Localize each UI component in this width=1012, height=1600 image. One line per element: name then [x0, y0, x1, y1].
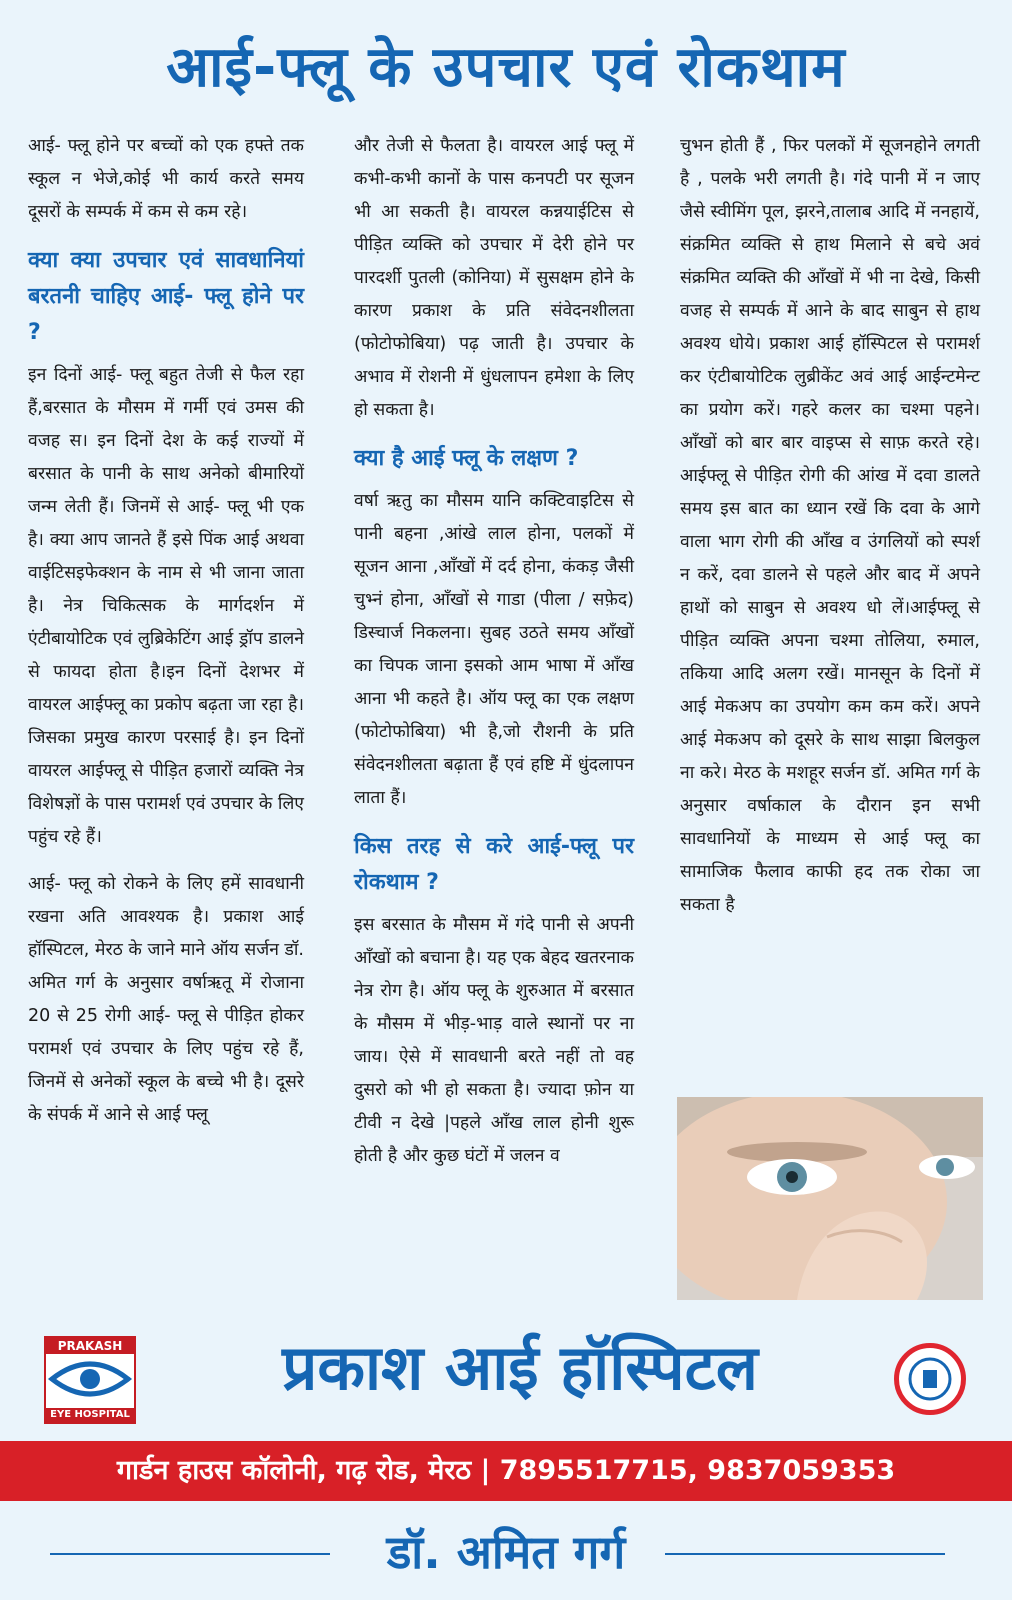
article-column-3 — [680, 130, 980, 936]
section-heading: किस तरह से करे आई-फ्लू पर रोकथाम ? — [354, 834, 634, 895]
doctor-name: डॉ. अमित गर्ग — [386, 1525, 626, 1579]
article-column-2 — [354, 130, 634, 1187]
paragraph: इस बरसात के मौसम में गंदे पानी से अपनी आँखों को बचाना है। यह एक बेहद खतरनाक नेत्र रोग है। ऑय फ्लू के शुरुआत में बरसात के मौसम में भीड़-भाड़ वाले स्थानों पर ना जाय। ऐसे में सावधानी बरते नहीं तो वह दुसरो को भी हो सकता है। ज्यादा फ़ोन या टीवी न देखे |पहले आँख लाल होनी शुरू होती है और कुछ घंटों में जलन व — [354, 915, 634, 1166]
eye-logo-icon — [46, 1354, 134, 1404]
paragraph: आई- फ्लू को रोकने के लिए हमें सावधानी रखना अति आवश्यक है। प्रकाश आई हॉस्पिटल, मेरठ के जाने माने ऑय सर्जन डॉ. अमित गर्ग के अनुसार वर्षाऋतू में रोजाना 20 से 25 रोगी आई- फ्लू से पीड़ित होकर परामर्श एवं उपचार के लिए पहुंच रहे हैं, जिनमें से अनेकों स्कूल के बच्चे भी है। दूसरे के संपर्क में आने से आई फ्लू — [28, 874, 304, 1125]
section-heading: क्या क्या उपचार एवं सावधानियां बरतनी चाहिए आई- फ्लू होने पर ? — [28, 248, 304, 345]
doctor-signature-block — [0, 1510, 1012, 1590]
section-heading: क्या है आई फ्लू के लक्षण ? — [354, 446, 579, 471]
article-column-1 — [28, 130, 304, 1146]
logo-bottom-text: EYE HOSPITAL — [46, 1408, 134, 1422]
paragraph: चुभन होती हैं , फिर पलकों में सूजनहोने लगती है , पलके भरी लगती है। गंदे पानी में न जाए जैसे स्वीमिंग पूल, झरने,तालाब आदि में ननहायें, संक्रमित व्यक्ति से हाथ मिलाने से बचे अवं संक्रमित व्यक्ति की आँखों में भी ना देखे, किसी वजह से सम्पर्क में आने के बाद साबुन से हाथ अवश्य धोये। प्रकाश आई हॉस्पिटल से परामर्श कर एंटीबायोटिक लुब्रीकेंट अवं आई आईन्टमेन्ट का प्रयोग करें। गहरे कलर का चश्मा पहने। आँखों को बार बार वाइप्स से साफ़ करते रहे। आईफ्लू से पीड़ित रोगी की आंख में दवा डालते समय इस बात का ध्यान रखें कि दवा के आगे वाला भाग रोगी की आँख व उंगलियों को स्पर्श न करें, दवा डालने से पहले और बाद में अपने हाथों को साबुन से अवश्य धो लें।आईफ्लू से पीड़ित व्यक्ति अपना चश्मा तोलिया, रुमाल, तकिया आदि अलग रखें। मानसून के दिनों में आई मेकअप का उपयोग कम कम करें। अपने आई मेकअप को दूसरे के साथ साझा बिलकुल ना करे। मेरठ के मशहूर सर्जन डॉ. अमित गर्ग के अनुसार वर्षाकाल के दौरान इन सभी सावधानियों के माध्यम से आई फ्लू का सामाजिक फैलाव काफी हद तक रोका जा सकता है — [680, 136, 980, 915]
hospital-logo — [44, 1336, 136, 1424]
accreditation-badge-icon — [894, 1343, 966, 1415]
paragraph: आई- फ्लू होने पर बच्चों को एक हफ्ते तक स्कूल न भेजे,कोई भी कार्य करते समय दूसरों के सम्पर्क में कम से कम रहे। — [28, 136, 304, 222]
paragraph: और तेजी से फैलता है। वायरल आई फ्लू में कभी-कभी कानों के पास कनपटी पर सूजन भी आ सकती है। वायरल कन्नयाईटिस से पीड़ित व्यक्ति को उपचार में देरी होने पर पारदर्शी पुतली (कोनिया) में सुसक्षम होने के कारण प्रकाश के प्रति संवेदनशीलता (फोटोफोबिया) पढ़ जाती है। उपचार के अभाव में रोशनी में धुंधलापन हमेशा के लिए हो सकता है। — [354, 136, 634, 420]
page-title: आई-फ्लू के उपचार एवं रोकथाम — [166, 35, 846, 100]
paragraph: वर्षा ऋतु का मौसम यानि कक्टिवाइटिस से पानी बहना ,आंखे लाल होना, पलकों में सूजन आना ,आँखों में दर्द होना, कंकड़ जैसी चुभ्नं होना, आँखों से गाडा (पीला / सफ़ेद) डिस्चार्ज निकलना। सुबह उठते समय आँखों का चिपक जाना इसको आम भाषा में आँख आना भी कहते है। ऑय फ्लू का एक लक्षण (फोटोफोबिया) भी है,जो रौशनी के प्रति संवेदनशीलता बढ़ाता हैं एवं हष्टि में धुंदलापन लाता हैं। — [354, 491, 634, 808]
hospital-name: प्रकाश आई हॉस्पिटल — [282, 1331, 758, 1404]
logo-top-text: PRAKASH — [46, 1338, 134, 1354]
paragraph: इन दिनों आई- फ्लू बहुत तेजी से फैल रहा हैं,बरसात के मौसम में गर्मी एवं उमस की वजह स। इन दिनों देश के कई राज्यों में बरसात के पानी के साथ अनेको बीमारियों जन्म लेती हैं। जिनमें से आई- फ्लू भी एक है। क्या आप जानते हैं इसे पिंक आई अथवा वाईटिसइफेक्शन के नाम से भी जाना जाता है। नेत्र चिकित्सक के मार्गदर्शन में एंटीबायोटिक एवं लुब्रिकेटिंग आई ड्रॉप डालने से फायदा होता है।इन दिनों देशभर में वायरल आईफ्लू का प्रकोप बढ़ता जा रहा है। जिसका प्रमुख कारण परसाई है। इन दिनों वायरल आईफ्लू से पीड़ित हजारों व्यक्ति नेत्र विशेषज्ञों के पास परामर्श एवं उपचार के लिए पहुंच रहे हैं। — [28, 365, 304, 847]
footer-contact-bar: गार्डन हाउस कॉलोनी, गढ़ रोड, मेरठ | 7895517715, 9837059353 — [0, 1441, 1012, 1501]
eye-photo — [677, 1097, 983, 1300]
